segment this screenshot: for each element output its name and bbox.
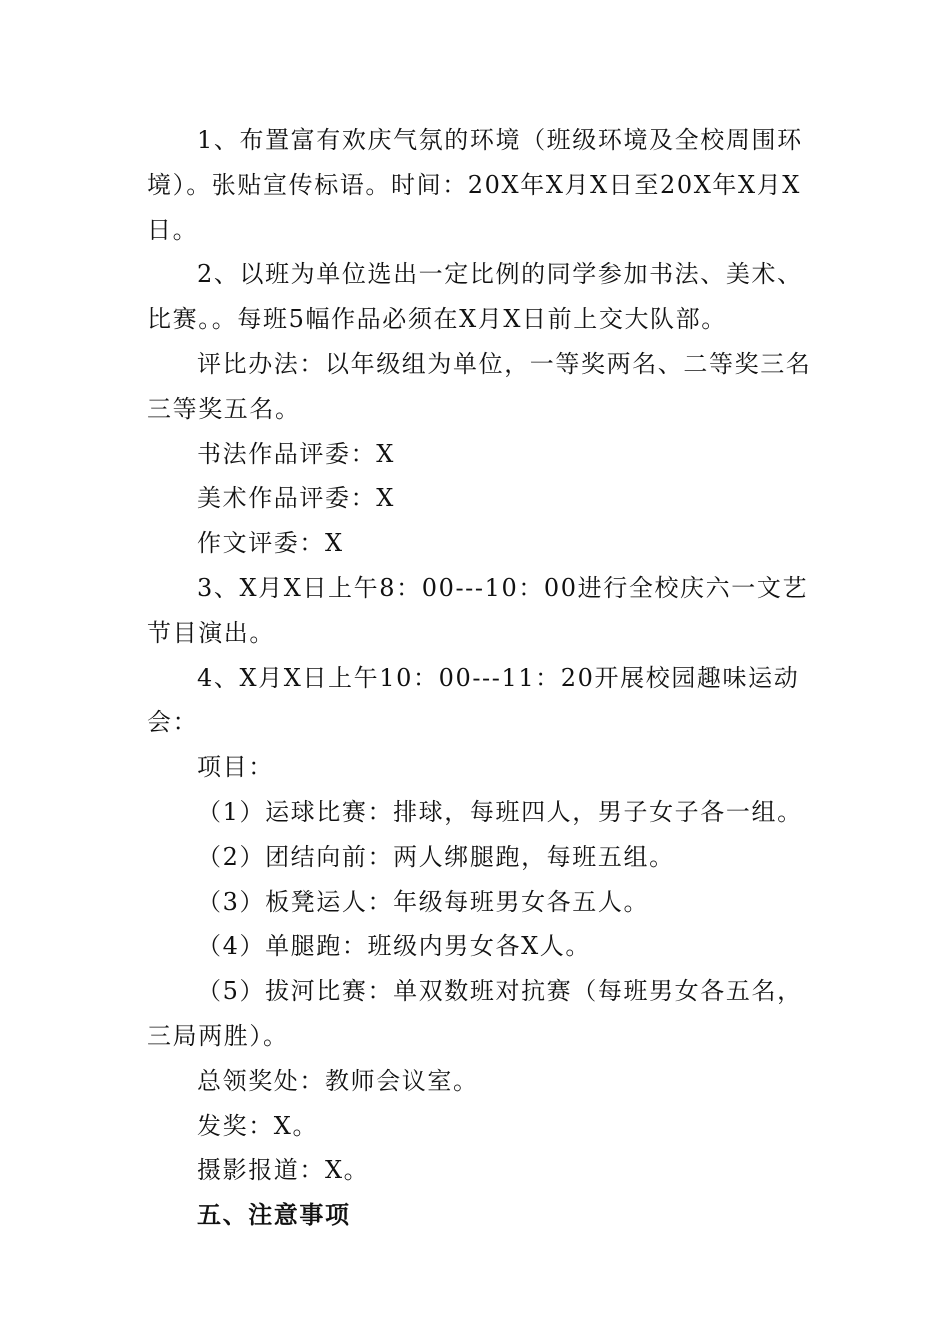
- paragraph-art-judge: 美术作品评委：X: [197, 484, 395, 513]
- paragraph-events-label: 项目：: [197, 753, 274, 782]
- paragraph-event-1: （1）运球比赛：排球，每班四人，男子女子各一组。: [197, 797, 803, 826]
- paragraph-performance: 3、X月X日上午8：00---10：00进行全校庆六一文艺节目演出。: [147, 573, 809, 647]
- paragraph-event-4: （4）单腿跑：班级内男女各X人。: [197, 932, 591, 961]
- document-page: [147, 118, 815, 1238]
- paragraph-event-2: （2）团结向前：两人绑腿跑，每班五组。: [197, 842, 675, 871]
- paragraph-event-5: （5）拔河比赛：单双数班对抗赛（每班男女各五名，三局两胜）。: [147, 977, 803, 1050]
- paragraph-judging-method: 评比办法：以年级组为单位，一等奖两名、二等奖三名三等奖五名。: [147, 349, 812, 423]
- paragraph-event-3: （3）板凳运人：年级每班男女各五人。: [197, 887, 650, 916]
- paragraph-calligraphy-judge: 书法作品评委：X: [197, 439, 395, 468]
- paragraph-sports-meet: 4、X月X日上午10：00---11：20开展校园趣味运动会：: [147, 663, 800, 737]
- paragraph-award-location: 总领奖处：教师会议室。: [197, 1066, 479, 1095]
- section-heading: 五、注意事项: [197, 1200, 351, 1230]
- paragraph-art-contest: 2、以班为单位选出一定比例的同学参加书法、美术、比赛。。每班5幅作品必须在X月X日前上交大队部。: [147, 260, 803, 334]
- paragraph-essay-judge: 作文评委：X: [197, 529, 344, 558]
- paragraph-photo-report: 摄影报道：X。: [197, 1156, 370, 1185]
- paragraph-award-presenter: 发奖：X。: [197, 1111, 319, 1140]
- paragraph-decorate-environment: 1、布置富有欢庆气氛的环境（班级环境及全校周围环境）。张贴宣传标语。时间：20X年X月X日至20X年X月X日。: [147, 126, 803, 244]
